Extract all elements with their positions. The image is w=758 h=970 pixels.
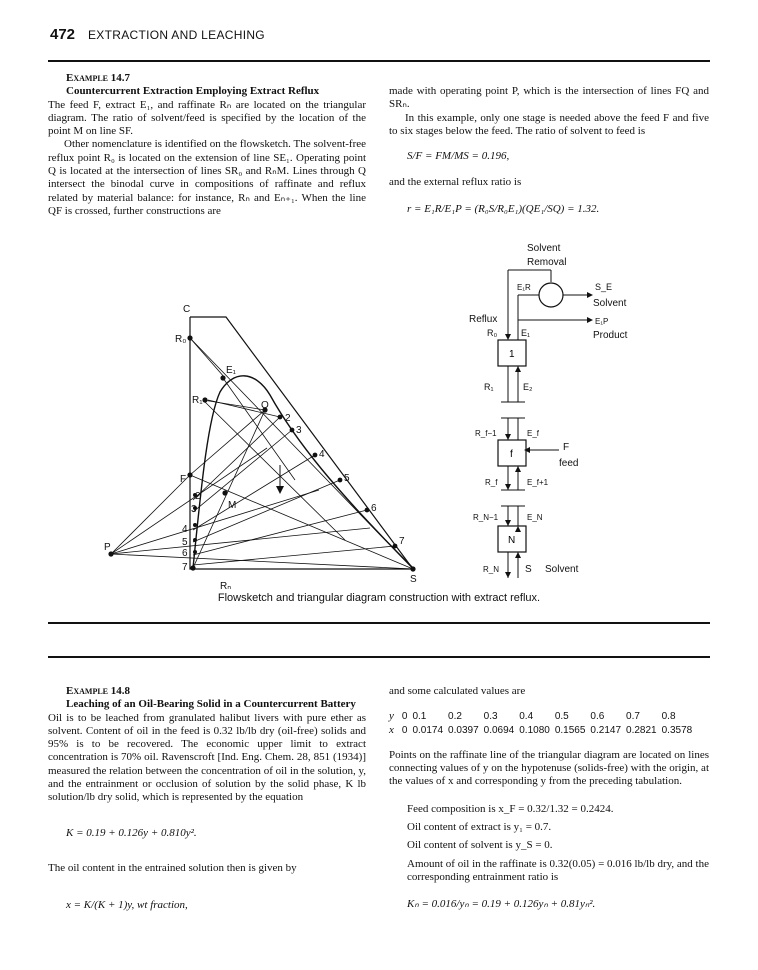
- label-S-flow: S: [525, 564, 532, 575]
- line-P6b: [111, 490, 319, 554]
- label-left-7: 7: [182, 562, 188, 573]
- label-E1-flow: E₁: [521, 328, 531, 338]
- label-RN: Rₙ: [220, 581, 232, 590]
- label-RN-flow: R_N: [483, 565, 500, 574]
- table-cell: 0: [401, 711, 408, 723]
- label-C: C: [183, 304, 191, 315]
- tie-line-6: [193, 510, 367, 555]
- stage-f-label: f: [510, 449, 513, 460]
- table-cell: 0.2821: [626, 724, 657, 736]
- paragraph: Other nomenclature is identified on the flowsketch. The solvent-free reflux point R₀ is located on the extension of line SE₁. Operating point Q is located at the intersection of lines SR₀ and RₙM. Lines through Q intersect the binodal curve in compositions of raffinate and reflux related by material balance: for instance, Rₙ and Eₙ₊₁. When the line QF is crossed, further constructions are: [48, 138, 366, 217]
- point-R1: [202, 397, 207, 402]
- table-cell: 0.3578: [661, 724, 693, 736]
- label-6: 6: [371, 503, 377, 514]
- table-cell: 0.2147: [590, 724, 622, 736]
- label-EN: E_N: [527, 513, 543, 522]
- page-number: 472: [50, 26, 76, 43]
- line-QR1: [203, 400, 265, 410]
- diagram-points: [108, 335, 415, 571]
- section-rule-bottom: [48, 656, 710, 658]
- table-row: [389, 710, 697, 723]
- paragraph: made with operating point P, which is the intersection of lines FQ and SRₙ.: [389, 85, 709, 111]
- table-cell: 0.8: [661, 711, 676, 723]
- label-left-4: 4: [182, 524, 188, 535]
- label-Rf1: R_f−1: [475, 429, 497, 438]
- tie-line-E1: [223, 378, 295, 480]
- flowsketch: [455, 240, 655, 590]
- table-cell: 0.1080: [519, 724, 550, 736]
- table-cell: 0.6: [590, 711, 605, 723]
- table-cell: 0.0397: [448, 724, 479, 736]
- paragraph: and the external reflux ratio is: [389, 176, 522, 189]
- label-E1P: E₁P: [595, 317, 609, 326]
- example-14-8-right-column: [389, 685, 709, 912]
- label-Ef1: E_f+1: [527, 478, 549, 487]
- paragraph: In this example, only one stage is needed above the feed F and five to six stages below the feed. The ratio of solvent to feed is: [389, 111, 709, 137]
- binodal-curve: [193, 376, 413, 568]
- point-5: [338, 478, 343, 483]
- equation: K = 0.19 + 0.126y + 0.810y².: [66, 826, 197, 839]
- arrow-head: [276, 486, 284, 494]
- table-cell: 0.3: [483, 711, 498, 723]
- tie-line-1: [208, 400, 280, 417]
- table-header-y: y: [389, 710, 394, 723]
- label-Rf: R_f: [485, 478, 498, 487]
- point-3: [290, 428, 295, 433]
- point-6: [365, 508, 370, 513]
- label-R0-flow: R₀: [487, 328, 498, 338]
- given-line: Oil content of solvent is y_S = 0.: [407, 839, 553, 852]
- label-Ef: E_f: [527, 429, 540, 438]
- label-R1-flow: R₁: [484, 382, 494, 392]
- table-cell: 0.1: [412, 711, 427, 723]
- point-M: [222, 490, 227, 495]
- values-table: [389, 710, 697, 737]
- label-E1: E₁: [226, 365, 237, 376]
- point-r6: [193, 550, 197, 554]
- point-7: [393, 544, 398, 549]
- stage-N-label: N: [508, 535, 516, 546]
- tie-line-5: [193, 480, 340, 542]
- label-left-2: 2: [195, 491, 201, 502]
- point-2: [278, 415, 283, 420]
- point-r5: [193, 538, 197, 542]
- example-title: Example 14.7: [66, 72, 131, 84]
- triangular-diagram: [95, 300, 430, 590]
- section-rule-top: [48, 622, 710, 624]
- table-row: [389, 724, 697, 737]
- label-M: M: [228, 500, 237, 511]
- example-subtitle: Leaching of an Oil-Bearing Solid in a Countercurrent Battery: [66, 698, 356, 711]
- line-P6: [111, 448, 267, 554]
- label-2: 2: [285, 413, 291, 424]
- point-r4: [193, 523, 197, 527]
- label-left-6: 6: [182, 548, 188, 559]
- given-line: Oil content of extract is y₁ = 0.7.: [407, 821, 552, 834]
- label-E2-flow: E₂: [523, 382, 533, 392]
- label-product: Product: [593, 330, 628, 341]
- label-left-3: 3: [191, 504, 197, 515]
- point-4: [313, 453, 318, 458]
- label-solvent: Solvent: [527, 243, 561, 254]
- running-title: EXTRACTION AND LEACHING: [88, 28, 265, 42]
- header-rule: [48, 60, 710, 62]
- paragraph: and some calculated values are: [389, 685, 526, 697]
- line-R0S: [190, 338, 413, 569]
- paragraph: Oil is to be leached from granulated halibut livers with pure ether as solvent. Content of oil in the feed is 0.32 lb/lb dry (oil-free) solids and 95% is to be recovered. The economic upper limit to extract concentration is 70% oil. Ravenscroft [Ind. Eng. Chem. 28, 851 (1934)] measured the relation between the concentration of oil in the solution, y, and the entrainment or occlusion of solution by the solid phase, K lb solution/lb dry solid, which is represented by the equation: [48, 711, 366, 804]
- equation: r = E₁R/E₁P = (R₀S/R₀E₁)(QE₁/SQ) = 1.32.: [407, 202, 600, 215]
- paragraph: Points on the raffinate line of the triangular diagram are located on lines connecting values of y on the hypotenuse (solids-free) with the origin, at the values of x and corresponding y from the preceding tabulation.: [389, 748, 709, 788]
- equation: x = K/(K + 1)y, wt fraction,: [66, 899, 188, 912]
- table-header-x: x: [389, 723, 394, 736]
- given-line: Feed composition is x_F = 0.32/1.32 = 0.2424.: [407, 802, 614, 815]
- label-3: 3: [296, 425, 302, 436]
- point-F: [187, 472, 192, 477]
- table-cell: 0.1565: [554, 724, 586, 736]
- table-cell: 0.2: [448, 711, 462, 723]
- label-SE: S_E: [595, 282, 613, 292]
- example-14-7-right-column: [389, 85, 709, 216]
- example-14-8-left-column: [48, 685, 366, 913]
- label-E1R: E₁R: [517, 283, 531, 292]
- line-R0E1: [190, 338, 225, 378]
- table-cell: 0: [401, 724, 408, 736]
- tie-line-2: [193, 417, 280, 500]
- label-F: F: [180, 474, 187, 485]
- example-title: Example 14.8: [66, 685, 131, 697]
- example-14-7-left-column: [48, 72, 366, 218]
- table-cell: 0.7: [626, 711, 640, 723]
- label-Q: Q: [261, 400, 269, 411]
- label-F-feed: F: [563, 442, 570, 453]
- label-7: 7: [399, 536, 405, 547]
- point-RN: [190, 565, 195, 570]
- given-values: [389, 803, 709, 912]
- label-removal: Removal: [527, 257, 567, 268]
- point-R0: [187, 335, 192, 340]
- table-cell: 0.0694: [483, 724, 515, 736]
- label-feed: feed: [559, 458, 579, 469]
- point-E1: [220, 375, 225, 380]
- label-4: 4: [319, 449, 325, 460]
- example-subtitle: Countercurrent Extraction Employing Extract Reflux: [66, 85, 320, 98]
- table-cell: 0.0174: [412, 724, 444, 736]
- label-reflux: Reflux: [469, 314, 498, 325]
- table-cell: 0.5: [554, 711, 569, 723]
- line-P7: [111, 528, 370, 554]
- equation: S/F = FM/MS = 0.196,: [407, 150, 510, 163]
- line-QRN: [193, 410, 265, 568]
- figure-caption: Flowsketch and triangular diagram construction with extract reflux.: [217, 592, 541, 604]
- paragraph: The feed F, extract E₁, and raffinate Rₙ are located on the triangular diagram. The ratio of solvent/feed is specified by the location of the point M on line SF.: [48, 98, 366, 138]
- label-SE-solvent: Solvent: [593, 298, 627, 309]
- point-S: [410, 566, 415, 571]
- given-line: Amount of oil in the raffinate is 0.32(0.05) = 0.016 lb/lb dry, and the corresponding entrainment ratio is: [407, 857, 709, 883]
- label-left-5: 5: [182, 537, 188, 548]
- table-cell: 0.4: [519, 711, 534, 723]
- label-R0: R₀: [175, 334, 187, 345]
- label-5: 5: [344, 473, 350, 484]
- label-S: S: [410, 574, 417, 585]
- solvent-removal-unit: [539, 283, 563, 307]
- line-PS: [111, 554, 413, 569]
- paragraph: The oil content in the entrained solution then is given by: [48, 861, 297, 874]
- equation: Kₙ = 0.016/yₙ = 0.19 + 0.126yₙ + 0.81yₙ².: [407, 898, 596, 911]
- label-solvent-bottom: Solvent: [545, 564, 579, 575]
- stage-1-label: 1: [509, 349, 515, 360]
- label-RN1: R_N−1: [473, 513, 499, 522]
- label-P: P: [104, 542, 111, 553]
- label-R1: R₁: [192, 395, 203, 406]
